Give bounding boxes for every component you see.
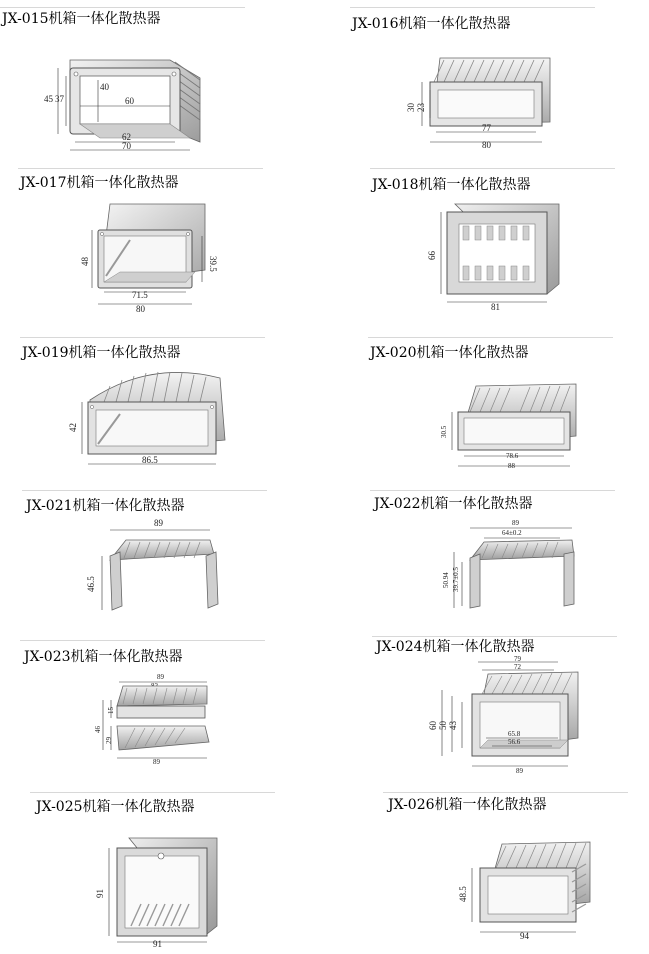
dim-jx018-w-outer: 81 <box>491 302 500 312</box>
dim-jx020-h-outer: 30.5 <box>440 425 448 438</box>
product-title-jx017: JX-017机箱一体化散热器 <box>20 175 179 191</box>
dim-jx017-w-inner: 71.5 <box>132 290 148 300</box>
dim-jx016-h-outer: 30 <box>406 103 416 112</box>
product-title-jx015: JX-015机箱一体化散热器 <box>2 11 161 27</box>
profile-drawing-jx025 <box>95 830 225 948</box>
dim-jx015-w-inner: 60 <box>125 96 134 106</box>
dim-jx021-h-outer: 46.5 <box>86 576 96 592</box>
product-title-jx019: JX-019机箱一体化散热器 <box>22 345 181 361</box>
dim-jx024-h-outer: 60 <box>428 721 438 730</box>
dim-jx022-w-outer: 89 <box>512 519 519 527</box>
dim-jx016-h-inner: 23 <box>416 103 426 112</box>
profile-drawing-jx018 <box>425 198 565 313</box>
profile-drawing-jx017 <box>80 200 230 315</box>
dim-jx019-w-outer: 86.5 <box>142 455 158 465</box>
dim-jx015-w-outer: 70 <box>122 141 131 151</box>
dim-jx019-h-outer: 42 <box>68 423 78 432</box>
dim-jx026-w-outer: 94 <box>520 931 529 941</box>
dim-jx015-h-inner: 37 <box>55 94 64 104</box>
dim-jx017-h-right: 39.5 <box>208 256 218 272</box>
dim-jx024-w-in1: 65.8 <box>508 730 521 738</box>
dim-jx025-w-outer: 91 <box>153 939 162 949</box>
dim-jx026-h-outer: 48.5 <box>458 886 468 902</box>
dim-jx022-w-top: 64±0.2 <box>502 529 522 537</box>
dim-jx017-h-outer: 48 <box>80 257 90 266</box>
product-title-jx022: JX-022机箱一体化散热器 <box>374 496 533 512</box>
profile-drawing-jx024 <box>428 652 588 774</box>
dim-jx022-h-inner: 39.7±0.5 <box>452 567 460 592</box>
dim-jx018-h-outer: 66 <box>427 251 437 260</box>
dim-jx024-w-top: 79 <box>514 655 521 663</box>
product-title-jx018: JX-018机箱一体化散热器 <box>372 177 531 193</box>
product-title-jx020: JX-020机箱一体化散热器 <box>370 345 529 361</box>
product-title-jx021: JX-021机箱一体化散热器 <box>26 498 185 514</box>
dim-jx024-h-mid: 50 <box>438 721 448 730</box>
dim-jx017-w-outer: 80 <box>136 304 145 314</box>
dim-jx015-w-mid: 62 <box>122 132 131 142</box>
dim-jx023-w-bottom: 89 <box>153 758 160 766</box>
dim-jx024-w-top2: 72 <box>514 663 521 671</box>
dim-jx022-h-outer: 50.94 <box>442 572 450 588</box>
profile-drawing-jx019 <box>70 360 235 470</box>
product-title-jx016: JX-016机箱一体化散热器 <box>352 16 511 32</box>
dim-jx016-w-outer: 80 <box>482 140 491 150</box>
profile-drawing-jx022 <box>440 516 585 616</box>
profile-drawing-jx026 <box>458 838 597 943</box>
dim-jx020-w-outer: 88 <box>508 462 515 470</box>
dim-jx024-w-in2: 56.6 <box>508 738 521 746</box>
product-title-jx026: JX-026机箱一体化散热器 <box>388 797 547 813</box>
dim-jx015-h-cav: 40 <box>100 82 109 92</box>
dim-jx023-h-bot: 29 <box>105 737 113 744</box>
dim-jx020-w-inner: 78.6 <box>506 452 519 460</box>
dim-jx015-h-outer: 45 <box>44 94 53 104</box>
product-title-jx025: JX-025机箱一体化散热器 <box>36 799 195 815</box>
dim-jx023-h-top: 15 <box>107 707 115 714</box>
dim-jx024-w-bottom: 89 <box>516 767 523 775</box>
profile-drawing-jx015 <box>40 50 210 160</box>
profile-drawing-jx016 <box>400 52 560 152</box>
dim-jx023-h-total: 46 <box>94 726 102 733</box>
product-title-jx024: JX-024机箱一体化散热器 <box>376 639 535 655</box>
dim-jx021-w-outer: 89 <box>154 518 163 528</box>
profile-drawing-jx020 <box>440 378 590 473</box>
dim-jx025-h-outer: 91 <box>95 889 105 898</box>
profile-drawing-jx023 <box>95 670 225 770</box>
dim-jx023-w-top: 89 <box>157 673 164 681</box>
product-title-jx023: JX-023机箱一体化散热器 <box>24 649 183 665</box>
profile-drawing-jx021 <box>80 516 230 621</box>
dim-jx024-h-inner: 43 <box>448 721 458 730</box>
dim-jx016-w-inner: 77 <box>482 123 491 133</box>
